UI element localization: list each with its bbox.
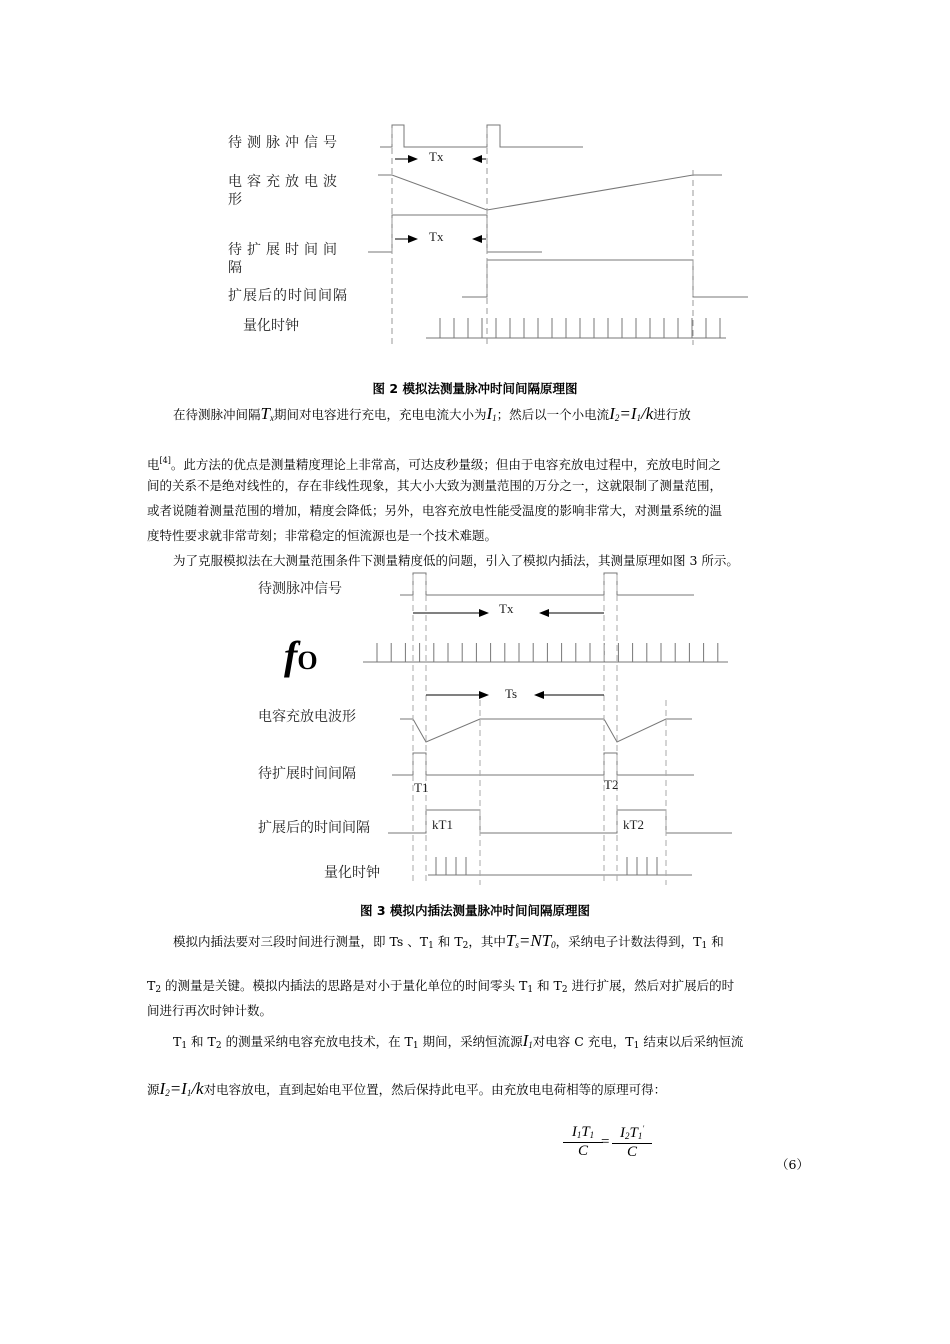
paragraph-1-line-2: 电[4]。此方法的优点是测量精度理论上非常高，可达皮秒量级；但由于电容充放电过程中，充放电时间之: [147, 456, 721, 472]
fig3-fo-symbol: fO: [284, 633, 318, 678]
fig3-cap-waveform: [400, 719, 692, 742]
paragraph-2: 为了克服模拟法在大测量范围条件下测量精度低的问题，引入了模拟内插法，其测量原理如图 3 所示。: [173, 553, 739, 568]
fig3-kt1-label: kT1: [432, 817, 453, 832]
fig3-t1-label: T1: [414, 780, 429, 795]
fig2-label-expanded: 扩展后的时间间隔: [228, 288, 348, 304]
fig3-label-expand: 待扩展时间间隔: [258, 766, 356, 782]
paragraph-3-line-2: $T_2$ 的测量是关键。模拟内插法的思路是对小于量化单位的时间零头 $T_1$ 和 $T_2$ 进行扩展，然后对扩展后的时: [147, 978, 735, 995]
figure-2-caption: 图 2 模拟法测量脉冲时间间隔原理图: [372, 381, 578, 396]
fig3-tx-label: Tx: [499, 601, 514, 616]
figure-3-caption: 图 3 模拟内插法测量脉冲时间间隔原理图: [360, 903, 590, 918]
equation-number: （6）: [776, 1157, 809, 1172]
fig3-label-cap: 电容充放电波形: [258, 709, 356, 725]
fig2-label-expand: 待扩展时间间隔: [228, 242, 342, 276]
fig3-tx-arrow-left: [539, 609, 549, 617]
paragraph-1-line-1: 在待测脉冲间隔$T_x$期间对电容进行充电，充电电流大小为$I_1$；然后以一个小电流$I_2=I_1/k$进行放: [173, 404, 691, 423]
equation-right-denominator: C: [612, 1143, 652, 1161]
fig3-pulse-waveform: [400, 573, 694, 595]
fig2-label-cap: 电容充放电波形: [228, 174, 342, 208]
fig3-ts-label: Ts: [505, 686, 518, 701]
paragraph-3-line-1: 模拟内插法要对三段时间进行测量，即 Ts 、$T_1$ 和 $T_2$，其中$T_s=NT_0$，采纳电子计数法得到，$T_1$ 和: [173, 931, 724, 951]
fig2-tx-label: Tx: [429, 149, 444, 164]
fig3-fo-clock-ticks: [377, 643, 718, 662]
equation-left-fraction: [563, 1124, 603, 1160]
fig3-label-expanded: 扩展后的时间间隔: [258, 820, 370, 836]
fig3-tx-arrow-right: [479, 609, 489, 617]
paragraph-4-line-1: $T_1$ 和 $T_2$ 的测量采纳电容充放电技术，在 $T_1$ 期间，采纳恒流源$I_1$对电容 C 充电，$T_1$ 结束以后采纳恒流: [173, 1031, 744, 1051]
fig3-label-pulse: 待测脉冲信号: [258, 581, 342, 597]
fig3-ts-arrow-right: [479, 691, 489, 699]
fig3-ts-arrow-left: [534, 691, 544, 699]
paragraph-4-line-2: 源$I_2=I_1/k$对电容放电，直到起始电平位置，然后保持此电平。由充放电电荷相等的原理可得：: [147, 1079, 667, 1098]
equation-left-numerator: $I_1T_1$: [571, 1124, 595, 1140]
paragraph-1-line-4: 或者说随着测量范围的增加，精度会降低；另外，电容充放电性能受温度的影响非常大，对测量系统的温: [147, 503, 723, 518]
paragraph-1-line-5: 度特性要求就非常苛刻；非常稳定的恒流源也是一个技术难题。: [147, 528, 498, 543]
fig2-tx2-label: Tx: [429, 229, 444, 244]
fig2-label-clock: 量化时钟: [243, 318, 299, 334]
fig2-label-pulse: 待测脉冲信号: [228, 135, 342, 151]
fig3-t2-label: T2: [604, 777, 619, 792]
equation-left-denominator: C: [563, 1142, 603, 1160]
equation-right-fraction: [612, 1124, 652, 1161]
fig3-label-clock: 量化时钟: [324, 865, 380, 881]
paragraph-3-line-3: 间进行再次时钟计数。: [147, 1003, 273, 1018]
paragraph-1-line-3: 间的关系不是绝对线性的，存在非线性现象，其大小大致为测量范围的万分之一，这就限制了测量范围，: [147, 478, 723, 493]
fig3-kt2-label: kT2: [623, 817, 644, 832]
fig3-expand-waveform: [392, 753, 694, 775]
equation-right-numerator: $I_2T_1'$: [619, 1124, 645, 1141]
equation-equals: =: [601, 1134, 610, 1150]
fig3-quant-clock-ticks: [436, 857, 657, 875]
